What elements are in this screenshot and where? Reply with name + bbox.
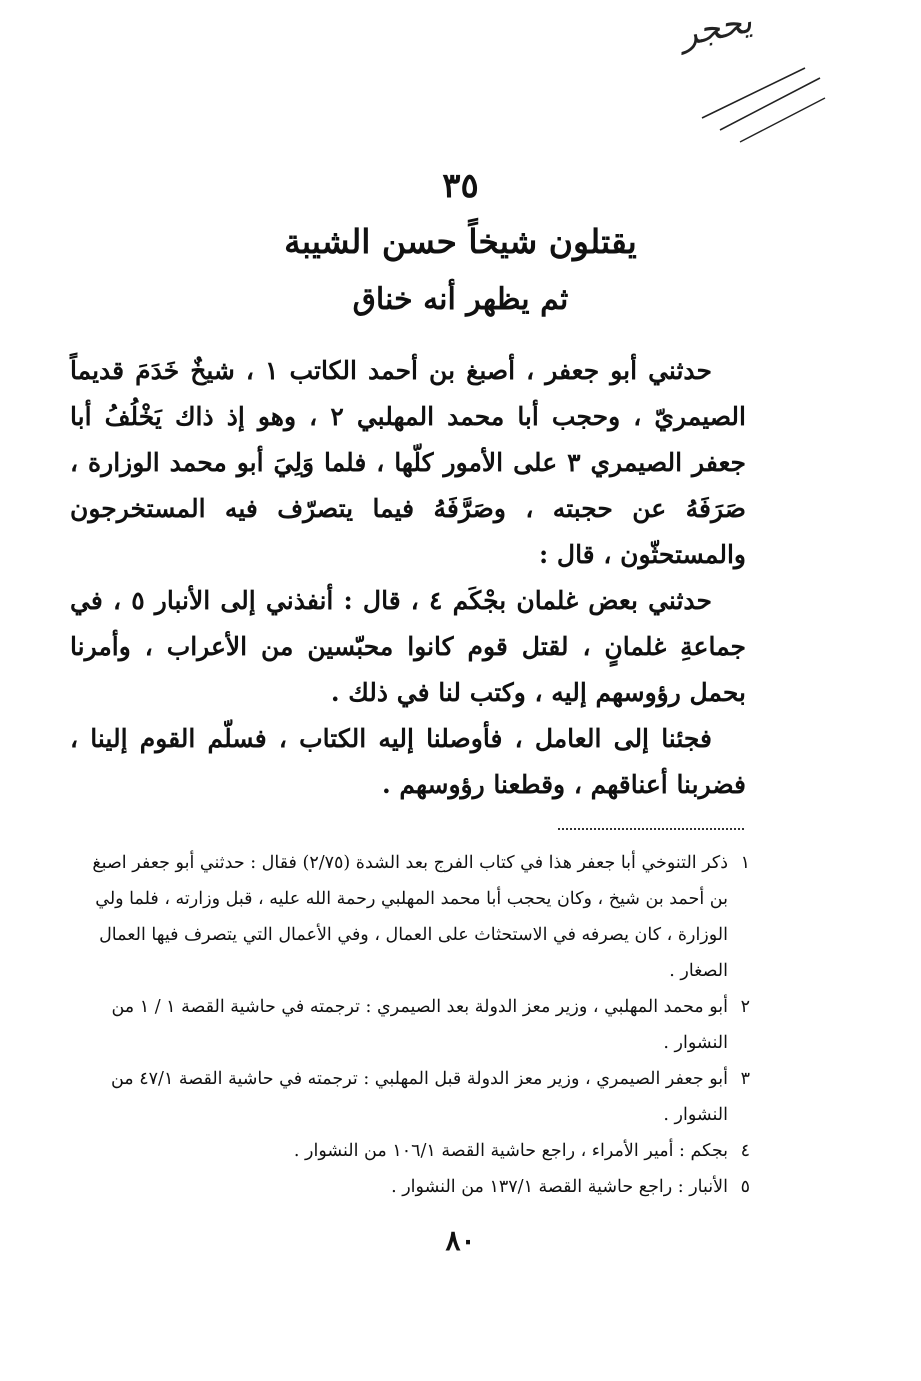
footnotes — [70, 845, 750, 1205]
footnote — [70, 1061, 750, 1133]
footnote-number: ٥ — [740, 1177, 750, 1197]
footnote — [70, 845, 750, 989]
footnote — [70, 1133, 750, 1169]
paragraph: حدثني أبو جعفر ، أصبغ بن أحمد الكاتب ١ ، شيخٌ خَدَمَ قديماً الصيمريّ ، وحجب أبا محمد المهلبي ٢ ، وهو إذ ذاك يَخْلُفُ أبا جعفر الصيمري ٣ على الأمور كلّها ، فلما وَلِيَ أبو محمد الوزارة ، صَرَفَهُ عن حجبته ، وصَرَّفَهُ فيما يتصرّف فيه المستخرجون والمستحثّون ، قال : — [70, 356, 746, 569]
footnote-text: أبو محمد المهلبي ، وزير معز الدولة بعد الصيمري : ترجمته في حاشية القصة ١ / ١ من النشوار . — [111, 997, 728, 1053]
story-title: يقتلون شيخاً حسن الشيبة — [284, 222, 637, 261]
page-number: ٨٠ — [445, 1224, 476, 1257]
story-body — [70, 348, 746, 808]
story-number: ٣٥ — [442, 166, 479, 206]
paragraph: حدثني بعض غلمان بجْكَم ٤ ، قال : أنفذني إلى الأنبار ٥ ، في جماعةِ غلمانٍ ، لقتل قوم كانوا محبّسين من الأعراب ، وأمرنا بحمل رؤوسهم إليه ، وكتب لنا في ذلك . — [70, 586, 746, 707]
footnote-text: ذكر التنوخي أبا جعفر هذا في كتاب الفرج بعد الشدة (٢/٧٥) فقال : حدثني أبو جعفر اصبغ بن أحمد بن شيخ ، وكان يحجب أبا محمد المهلبي رحمة الله عليه ، قبل وزارته ، فلما ولي الوزارة ، كان يصرفه في الاستحثاث على العمال ، وفي الأعمال التي يتصرف فيها العمال الصغار . — [92, 853, 728, 981]
paragraph: فجئنا إلى العامل ، فأوصلنا إليه الكتاب ، فسلّم القوم إلينا ، فضربنا أعناقهم ، وقطعنا رؤوسهم . — [70, 724, 746, 799]
footnote-number: ١ — [740, 853, 750, 873]
footnote-divider — [558, 828, 744, 830]
footnote — [70, 1169, 750, 1205]
handwritten-word: يحجر — [676, 0, 756, 56]
footnote-text: الأنبار : راجع حاشية القصة ١٣٧/١ من النشوار . — [391, 1177, 728, 1197]
footnote — [70, 989, 750, 1061]
footnote-number: ٤ — [740, 1141, 750, 1161]
story-subtitle: ثم يظهر أنه خناق — [352, 282, 569, 317]
footnote-text: بجكم : أمير الأمراء ، راجع حاشية القصة ١٠٦/١ من النشوار . — [293, 1141, 728, 1161]
handwritten-annotation — [676, 0, 830, 148]
footnote-text: أبو جعفر الصيمري ، وزير معز الدولة قبل المهلبي : ترجمته في حاشية القصة ٤٧/١ من النشوار . — [110, 1069, 728, 1125]
footnote-number: ٣ — [740, 1069, 750, 1089]
footnote-number: ٢ — [740, 997, 750, 1017]
